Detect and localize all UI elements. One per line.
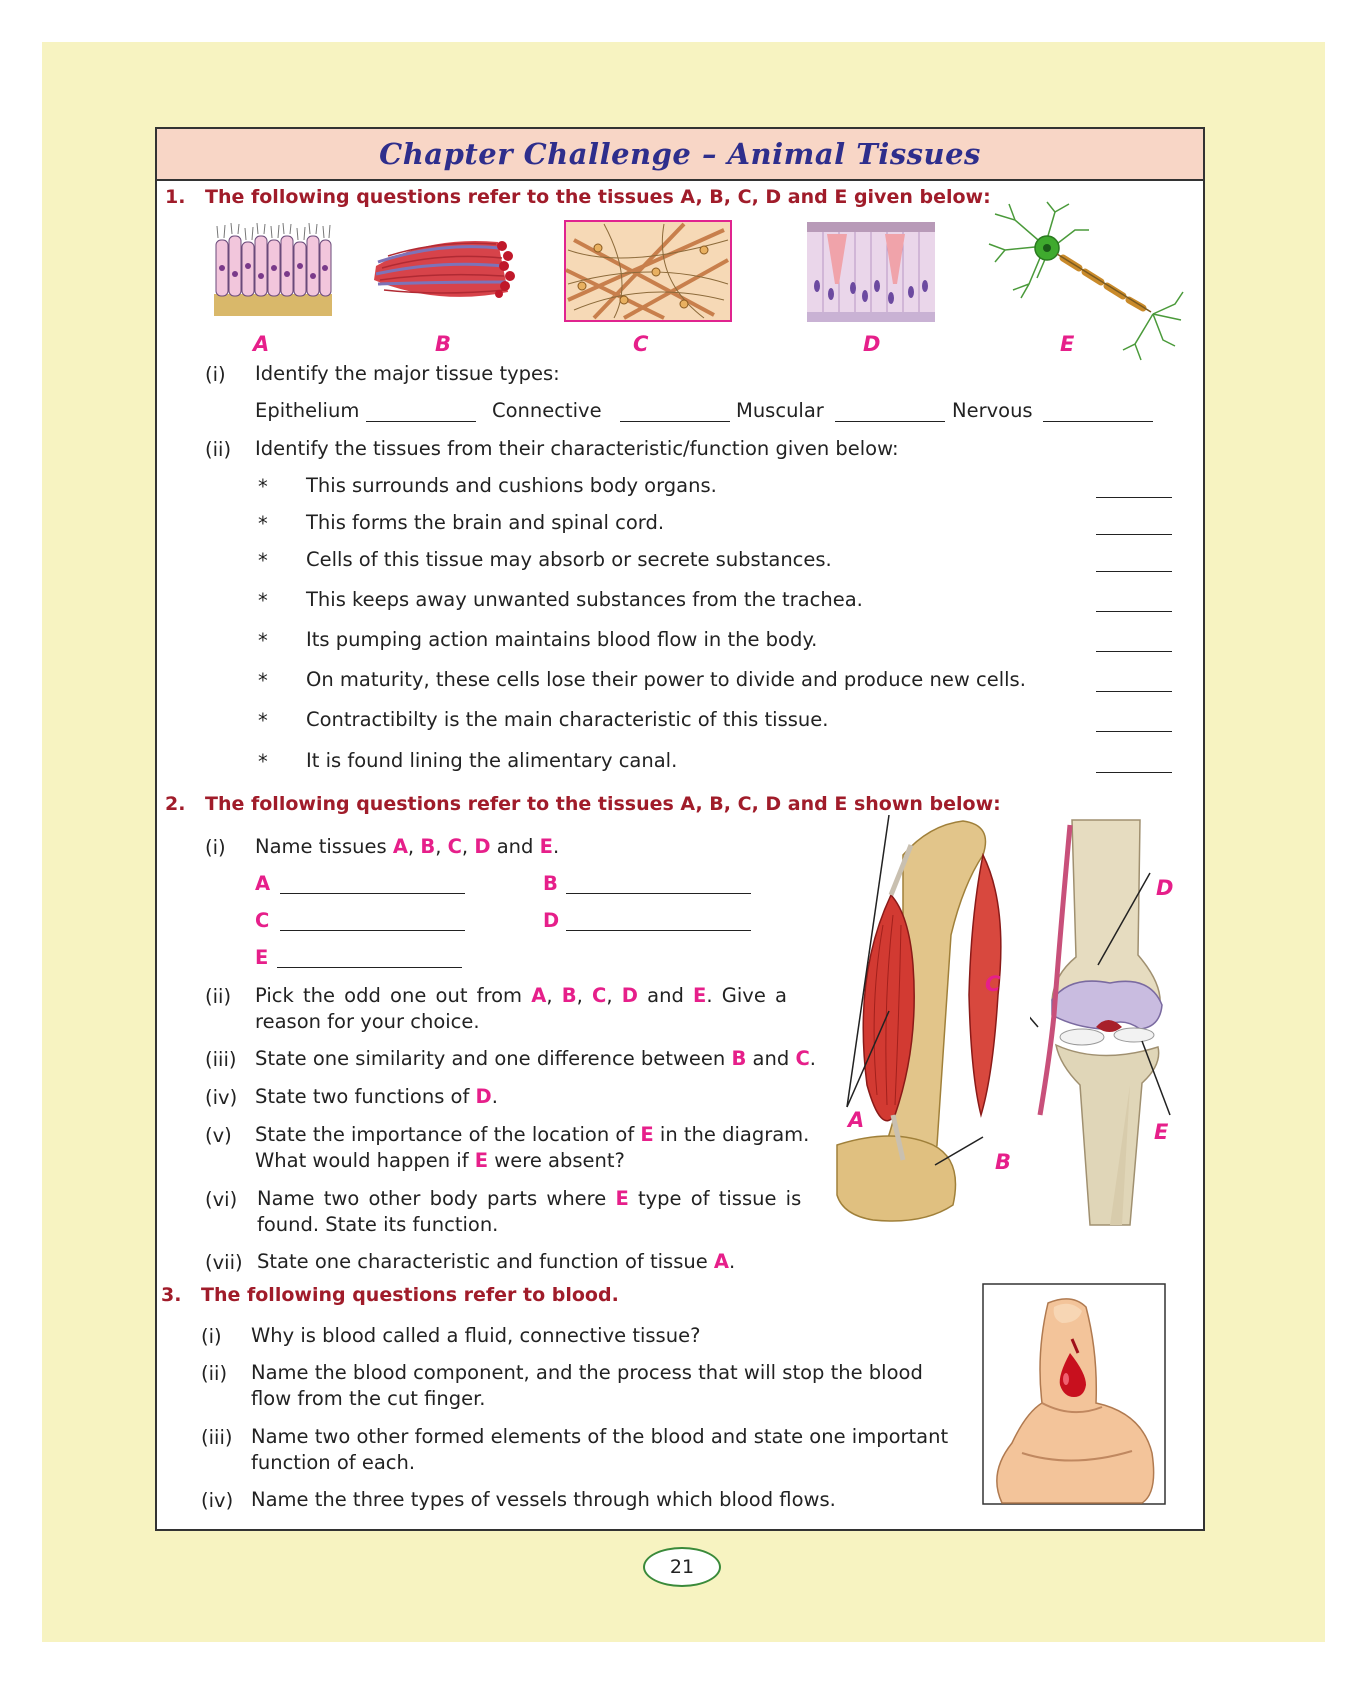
q3-i-text: Why is blood called a fluid, connective tissue? — [251, 1324, 701, 1347]
q2-v-text-line2: What would happen if E were absent? — [255, 1149, 625, 1172]
bullet: * — [258, 629, 268, 652]
answer-c-label: C — [255, 909, 270, 932]
tissue-d-label: D — [863, 332, 881, 356]
q2-vi-text: Name two other body parts where E type of tissue is — [257, 1187, 802, 1210]
q2-iv-number: (iv) — [205, 1086, 238, 1109]
q2-vi-text-line2: found. State its function. — [257, 1213, 499, 1236]
answer-e-blank[interactable] — [277, 967, 462, 968]
answer-e-label: E — [255, 946, 269, 969]
q2-v-number: (v) — [205, 1124, 232, 1147]
bullet: * — [258, 589, 268, 612]
q2-iii-text: State one similarity and one difference between B and C. — [255, 1047, 816, 1070]
item-6: On maturity, these cells lose their power to divide and produce new cells. — [306, 668, 1026, 691]
answer-a-blank[interactable] — [280, 893, 465, 894]
tissue-d-image — [807, 222, 935, 322]
tissue-b-label: B — [435, 332, 452, 356]
answer-a-label: A — [255, 872, 271, 895]
q2-iv-text: State two functions of D. — [255, 1085, 498, 1108]
arm-label-b: B — [995, 1150, 1012, 1174]
q2-vi-number: (vi) — [205, 1188, 238, 1211]
q1-heading: The following questions refer to the tissues A, B, C, D and E given below: — [205, 186, 991, 208]
item-5-blank[interactable] — [1096, 651, 1172, 652]
q1-number: 1. — [165, 186, 186, 208]
item-1: This surrounds and cushions body organs. — [306, 474, 717, 497]
type-nervous: Nervous — [952, 399, 1033, 422]
q3-ii-text-line2: flow from the cut finger. — [251, 1387, 486, 1410]
q2-iii-number: (iii) — [205, 1048, 237, 1071]
q2-vii-text: State one characteristic and function of tissue A. — [257, 1250, 736, 1273]
q1-ii-text: Identify the tissues from their characteristic/function given below: — [255, 437, 899, 460]
q2-vii-number: (vii) — [205, 1251, 243, 1274]
item-3: Cells of this tissue may absorb or secrete substances. — [306, 548, 832, 571]
knee-label-c: C — [985, 972, 1001, 996]
q3-iii-text-line2: function of each. — [251, 1451, 416, 1474]
item-2: This forms the brain and spinal cord. — [306, 511, 665, 534]
type-muscular-blank[interactable] — [835, 421, 945, 422]
title-bar — [157, 129, 1203, 181]
item-3-blank[interactable] — [1096, 571, 1172, 572]
item-8-blank[interactable] — [1096, 772, 1172, 773]
bullet: * — [258, 750, 268, 773]
item-7: Contractibilty is the main characteristic of this tissue. — [306, 708, 829, 731]
tissue-c-label: C — [633, 332, 649, 356]
knee-label-e: E — [1154, 1120, 1169, 1144]
knee-label-d: D — [1156, 876, 1174, 900]
cut-finger-image — [982, 1283, 1166, 1505]
q2-v-text: State the importance of the location of E in the diagram. — [255, 1123, 810, 1146]
answer-c-blank[interactable] — [280, 930, 465, 931]
item-4: This keeps away unwanted substances from the trachea. — [306, 588, 863, 611]
answer-d-blank[interactable] — [566, 930, 751, 931]
q3-ii-number: (ii) — [201, 1362, 228, 1385]
type-epithelium-blank[interactable] — [366, 421, 476, 422]
answer-d-label: D — [543, 909, 560, 932]
item-6-blank[interactable] — [1096, 691, 1172, 692]
item-2-blank[interactable] — [1096, 534, 1172, 535]
bullet: * — [258, 669, 268, 692]
bullet: * — [258, 549, 268, 572]
page-title: Chapter Challenge – Animal Tissues — [379, 137, 981, 171]
q2-ii-text: Pick the odd one out from A, B, C, D and E. Give a — [255, 984, 787, 1007]
type-muscular: Muscular — [736, 399, 824, 422]
q2-number: 2. — [165, 793, 186, 815]
q1-i-text: Identify the major tissue types: — [255, 362, 560, 385]
tissue-a-image — [212, 222, 334, 320]
q3-iv-text: Name the three types of vessels through which blood flows. — [251, 1488, 836, 1511]
tissue-e-label: E — [1060, 332, 1075, 356]
type-connective-blank[interactable] — [620, 421, 730, 422]
answer-b-label: B — [543, 872, 558, 895]
tissue-b-image — [368, 232, 518, 307]
type-epithelium: Epithelium — [255, 399, 360, 422]
answer-b-blank[interactable] — [566, 893, 751, 894]
q3-heading: The following questions refer to blood. — [201, 1284, 619, 1306]
bullet: * — [258, 709, 268, 732]
q1-i-number: (i) — [205, 363, 226, 386]
type-connective: Connective — [492, 399, 602, 422]
q1-ii-number: (ii) — [205, 438, 232, 461]
q3-ii-text: Name the blood component, and the process that will stop the blood — [251, 1361, 923, 1384]
q3-iii-number: (iii) — [201, 1426, 233, 1449]
tissue-c-image — [564, 220, 732, 322]
tissue-e-image — [985, 200, 1185, 372]
type-nervous-blank[interactable] — [1043, 421, 1153, 422]
tissue-a-label: A — [253, 332, 270, 356]
arm-label-a: A — [848, 1108, 865, 1132]
q3-i-number: (i) — [201, 1325, 222, 1348]
q2-ii-text-line2: reason for your choice. — [255, 1010, 480, 1033]
q2-i-number: (i) — [205, 836, 226, 859]
bullet: * — [258, 475, 268, 498]
q3-iv-number: (iv) — [201, 1489, 234, 1512]
bullet: * — [258, 512, 268, 535]
q2-ii-number: (ii) — [205, 985, 232, 1008]
item-5: Its pumping action maintains blood flow in the body. — [306, 628, 818, 651]
q3-number: 3. — [161, 1284, 182, 1306]
page-number: 21 — [643, 1547, 721, 1587]
q3-iii-text: Name two other formed elements of the blood and state one important — [251, 1425, 949, 1448]
item-1-blank[interactable] — [1096, 497, 1172, 498]
q2-i-text: Name tissues A, B, C, D and E. — [255, 835, 560, 858]
item-8: It is found lining the alimentary canal. — [306, 749, 678, 772]
item-4-blank[interactable] — [1096, 611, 1172, 612]
q2-heading: The following questions refer to the tissues A, B, C, D and E shown below: — [205, 793, 1001, 815]
item-7-blank[interactable] — [1096, 731, 1172, 732]
